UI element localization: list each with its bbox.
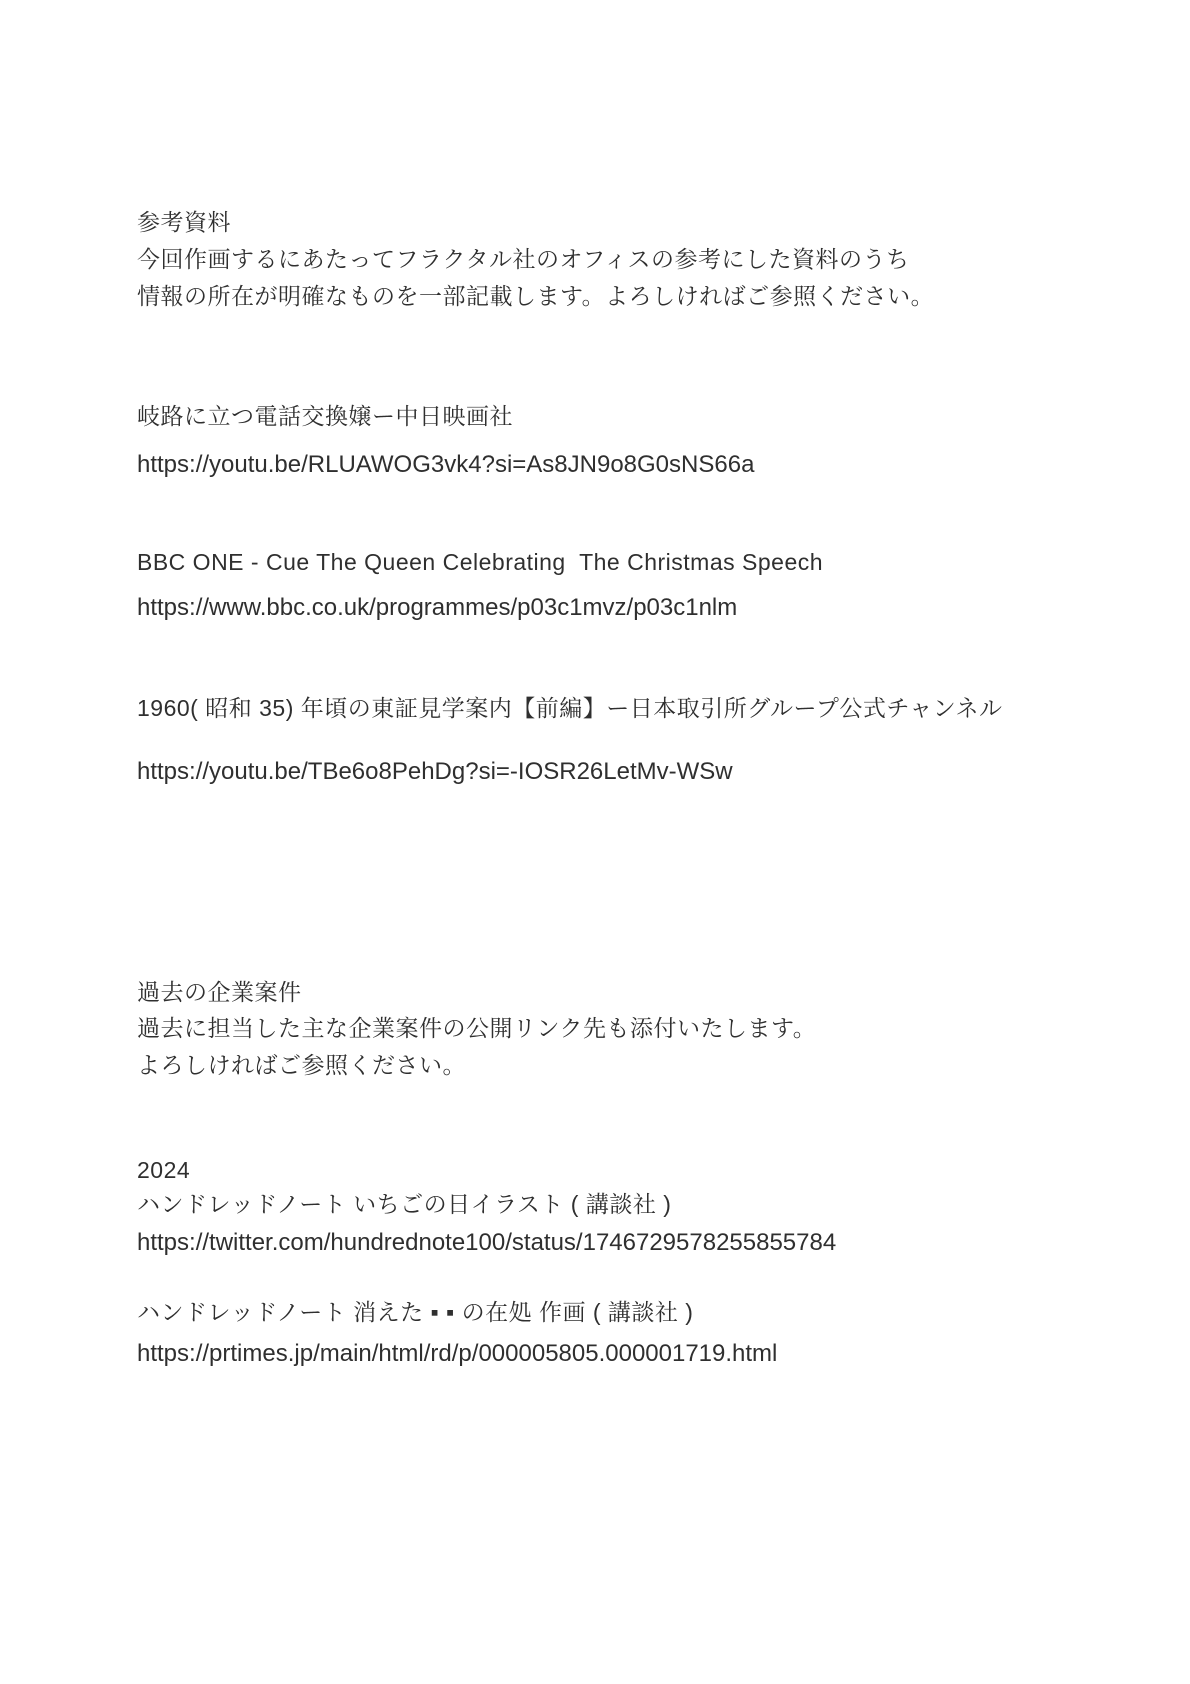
works-year: 2024 [137, 1157, 191, 1183]
past-works-line-1: 過去に担当した主な企業案件の公開リンク先も添付いたします。 [137, 1015, 817, 1041]
work-title: ハンドレッドノート 消えた ▪ ▪ の在処 作画 ( 講談社 ) [137, 1299, 694, 1325]
work-url-link[interactable]: https://prtimes.jp/main/html/rd/p/000005805.000001719.html [137, 1340, 778, 1367]
reference-url-link[interactable]: https://www.bbc.co.uk/programmes/p03c1mvz/p03c1nlm [137, 594, 738, 621]
past-works-heading: 過去の企業案件 [137, 979, 302, 1005]
work-title: ハンドレッドノート いちごの日イラスト ( 講談社 ) [137, 1191, 672, 1217]
intro-line-2: 情報の所在が明確なものを一部記載します。よろしければご参照ください。 [137, 283, 935, 309]
past-works-line-2: よろしければご参照ください。 [137, 1052, 466, 1078]
reference-title: 岐路に立つ電話交換嬢ー中日映画社 [137, 403, 513, 429]
reference-url-link[interactable]: https://youtu.be/RLUAWOG3vk4?si=As8JN9o8G0sNS66a [137, 451, 755, 478]
reference-title: BBC ONE - Cue The Queen Celebrating The Christmas Speech [137, 549, 824, 575]
reference-title: 1960( 昭和 35) 年頃の東証見学案内【前編】ー日本取引所グループ公式チャンネル [137, 695, 1003, 721]
work-url-link[interactable]: https://twitter.com/hundrednote100/status/1746729578255855784 [137, 1229, 837, 1256]
intro-line-1: 今回作画するにあたってフラクタル社のオフィスの参考にした資料のうち [137, 246, 910, 272]
intro-heading: 参考資料 [137, 209, 231, 235]
reference-url-link[interactable]: https://youtu.be/TBe6o8PehDg?si=-IOSR26LetMv-WSw [137, 758, 733, 785]
